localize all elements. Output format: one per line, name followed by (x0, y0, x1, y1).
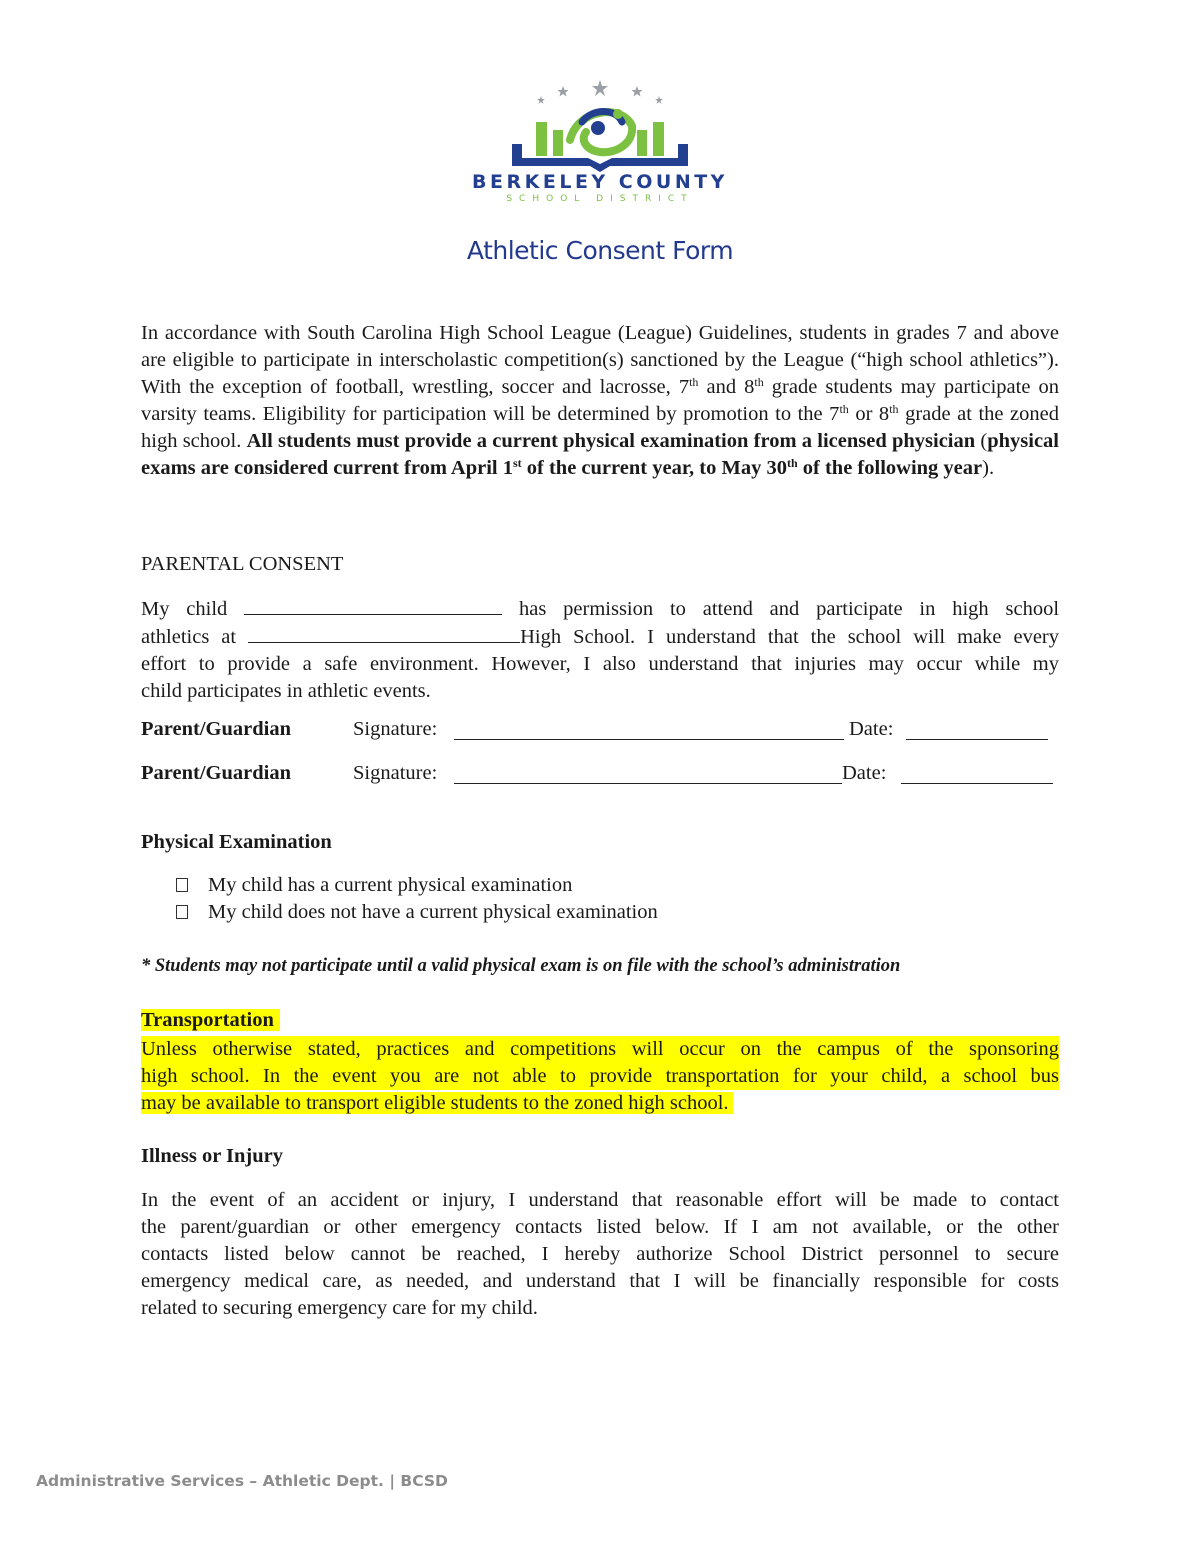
physical-option-current[interactable]: My child has a current physical examination (176, 874, 572, 897)
transportation-heading: Transportation (141, 1009, 280, 1032)
district-subtitle: SCHOOL DISTRICT (506, 194, 694, 204)
school-name-blank[interactable] (248, 623, 520, 643)
star-icon (632, 86, 643, 97)
date-label: Date: (842, 762, 887, 784)
star-icon (592, 80, 608, 96)
page-footer: Administrative Services – Athletic Dept. | BCSD (36, 1472, 448, 1490)
date-line[interactable] (906, 720, 1048, 740)
physical-exam-note: * Students may not participate until a valid physical exam is on file with the school’s administration (141, 956, 901, 976)
child-name-blank[interactable] (244, 595, 502, 615)
parental-consent-paragraph: My child has permission to attend and participate in high school athletics at High School. I understand that the school will make every effort to provide a safe environment. However, I also understand that injuries may occur while my child participates in athletic events. (141, 595, 1059, 705)
illness-paragraph: In the event of an accident or injury, I understand that reasonable effort will be made to contact the parent/guardian or other emergency contacts listed below. If I am not available, or the other contacts listed below cannot be reached, I hereby authorize School District personnel to secure emergency medical care, as needed, and understand that I will be financially responsible for costs related to securing emergency care for my child. (141, 1189, 1059, 1319)
star-icon (558, 86, 569, 97)
date-label: Date: (849, 718, 894, 740)
parent-guardian-label: Parent/Guardian (141, 762, 291, 784)
book-star-emblem-icon (410, 78, 790, 173)
intro-paragraph: In accordance with South Carolina High School League (League) Guidelines, students in grades 7 and above are eligible to participate in interscholastic competition(s) sanctioned by the League (“high school athletics”). With the exception of football, wrestling, soccer and lacrosse, 7th and 8th grade students may participate on varsity teams. Eligibility for participation will be determined by promotion to the 7th or 8th grade at the zoned high school. All students must provide a current physical examination from a licensed physician (physical exams are considered current from April 1st of the current year, to May 30th of the following year). (141, 322, 1060, 479)
page-title: Athletic Consent Form (466, 236, 734, 265)
star-icon (537, 96, 545, 104)
physical-option-not-current[interactable]: My child does not have a current physical examination (176, 901, 658, 924)
star-icon (655, 96, 663, 104)
checkbox-icon[interactable] (176, 905, 188, 919)
date-line[interactable] (901, 764, 1053, 784)
signature-label: Signature: (353, 762, 438, 784)
parental-consent-heading: PARENTAL CONSENT (141, 553, 344, 575)
transportation-paragraph: Unless otherwise stated, practices and competitions will occur on the campus of the sponsoring high school. In the event you are not able to provide transportation for your child, a school bus may be available to transport eligible students to the zoned high school. (141, 1038, 1059, 1114)
checkbox-icon[interactable] (176, 878, 188, 892)
signature-line[interactable] (454, 764, 842, 784)
district-name: BERKELEY COUNTY (472, 171, 728, 193)
district-logo (410, 78, 790, 206)
parent-guardian-label: Parent/Guardian (141, 718, 291, 740)
signature-label: Signature: (353, 718, 438, 740)
illness-heading: Illness or Injury (141, 1145, 284, 1167)
physical-exam-heading: Physical Examination (141, 831, 332, 853)
signature-line[interactable] (454, 720, 844, 740)
